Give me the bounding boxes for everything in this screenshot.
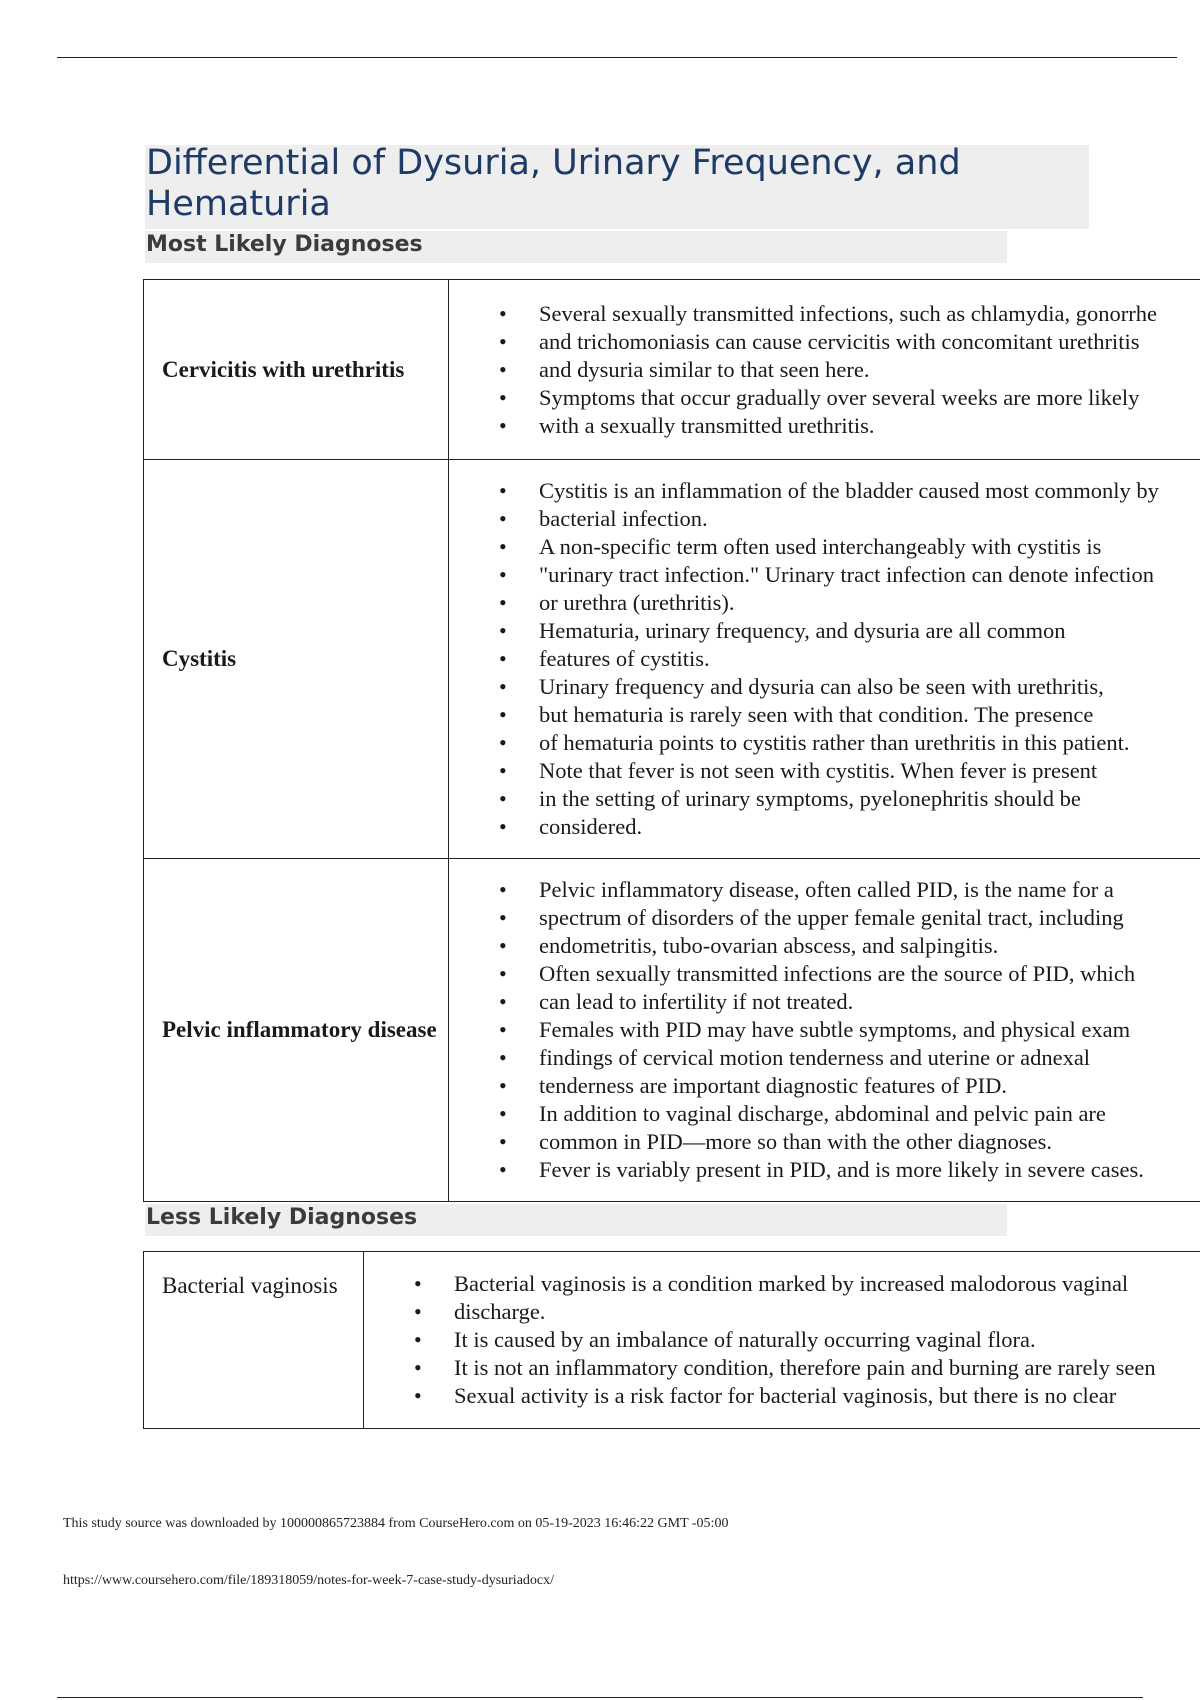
bullet-item: • features of cystitis. <box>449 645 1200 673</box>
bullet-item: • tenderness are important diagnostic features of PID. <box>449 1072 1200 1100</box>
section-title-most-likely: Most Likely Diagnoses <box>146 232 423 257</box>
bullet-item: • A non-specific term often used interchangeably with cystitis is <box>449 533 1200 561</box>
bullet-list <box>449 300 1200 440</box>
bullet-list <box>364 1270 1200 1410</box>
bullet-item: • Cystitis is an inflammation of the bladder caused most commonly by <box>449 477 1200 505</box>
bullet-item: • common in PID—more so than with the other diagnoses. <box>449 1128 1200 1156</box>
diagnosis-description <box>364 1252 1200 1429</box>
bullet-item: • findings of cervical motion tenderness and uterine or adnexal <box>449 1044 1200 1072</box>
bullet-item: • with a sexually transmitted urethritis. <box>449 412 1200 440</box>
bullet-item: • Often sexually transmitted infections are the source of PID, which <box>449 960 1200 988</box>
bullet-item: • Females with PID may have subtle symptoms, and physical exam <box>449 1016 1200 1044</box>
top-rule <box>57 57 1177 58</box>
bullet-item: • Note that fever is not seen with cystitis. When fever is present <box>449 757 1200 785</box>
diagnosis-description <box>449 280 1200 460</box>
bullet-item: • Fever is variably present in PID, and is more likely in severe cases. <box>449 1156 1200 1184</box>
bullet-item: • of hematuria points to cystitis rather than urethritis in this patient. <box>449 729 1200 757</box>
bullet-item: • endometritis, tubo-ovarian abscess, and salpingitis. <box>449 932 1200 960</box>
bullet-item: • "urinary tract infection." Urinary tract infection can denote infection <box>449 561 1200 589</box>
bullet-item: • discharge. <box>364 1298 1200 1326</box>
bullet-item: • can lead to infertility if not treated. <box>449 988 1200 1016</box>
section-title-less-likely: Less Likely Diagnoses <box>146 1205 418 1230</box>
bullet-item: • considered. <box>449 813 1200 841</box>
bullet-item: • and trichomoniasis can cause cervicitis with concomitant urethritis <box>449 328 1200 356</box>
bullet-item: • Urinary frequency and dysuria can also be seen with urethritis, <box>449 673 1200 701</box>
page-title: Differential of Dysuria, Urinary Frequency, and Hematuria <box>146 143 961 224</box>
diagnosis-description <box>449 859 1200 1202</box>
most-likely-table <box>143 279 1200 1202</box>
less-likely-table <box>143 1251 1200 1429</box>
table-row <box>144 1252 1200 1429</box>
bullet-item: • but hematuria is rarely seen with that condition. The presence <box>449 701 1200 729</box>
download-notice: This study source was downloaded by 100000865723884 from CourseHero.com on 05-19-2023 16:46:22 GMT -05:00 <box>63 1516 729 1531</box>
bullet-item: • Sexual activity is a risk factor for bacterial vaginosis, but there is no clear <box>364 1382 1200 1410</box>
bullet-item: • in the setting of urinary symptoms, pyelonephritis should be <box>449 785 1200 813</box>
bullet-item: • Pelvic inflammatory disease, often called PID, is the name for a <box>449 876 1200 904</box>
bullet-item: • In addition to vaginal discharge, abdominal and pelvic pain are <box>449 1100 1200 1128</box>
table-row <box>144 280 1200 460</box>
bullet-item: • Bacterial vaginosis is a condition marked by increased malodorous vaginal <box>364 1270 1200 1298</box>
bullet-item: • Several sexually transmitted infections, such as chlamydia, gonorrhe <box>449 300 1200 328</box>
diagnosis-name: Cystitis <box>144 460 449 859</box>
bullet-item: • and dysuria similar to that seen here. <box>449 356 1200 384</box>
bullet-item: • bacterial infection. <box>449 505 1200 533</box>
source-url: https://www.coursehero.com/file/189318059/notes-for-week-7-case-study-dysuriadocx/ <box>63 1573 555 1588</box>
diagnosis-name: Cervicitis with urethritis <box>144 280 449 460</box>
bullet-item: • spectrum of disorders of the upper female genital tract, including <box>449 904 1200 932</box>
table-row <box>144 859 1200 1202</box>
diagnosis-description <box>449 460 1200 859</box>
bullet-item: • It is not an inflammatory condition, therefore pain and burning are rarely seen <box>364 1354 1200 1382</box>
bullet-item: • or urethra (urethritis). <box>449 589 1200 617</box>
bullet-item: • Hematuria, urinary frequency, and dysuria are all common <box>449 617 1200 645</box>
diagnosis-name: Bacterial vaginosis <box>144 1252 364 1429</box>
bullet-list <box>449 876 1200 1184</box>
bullet-list <box>449 477 1200 841</box>
diagnosis-name: Pelvic inflammatory disease <box>144 859 449 1202</box>
bullet-item: • It is caused by an imbalance of naturally occurring vaginal flora. <box>364 1326 1200 1354</box>
bottom-rule <box>57 1697 1143 1698</box>
table-row <box>144 460 1200 859</box>
bullet-item: • Symptoms that occur gradually over several weeks are more likely <box>449 384 1200 412</box>
